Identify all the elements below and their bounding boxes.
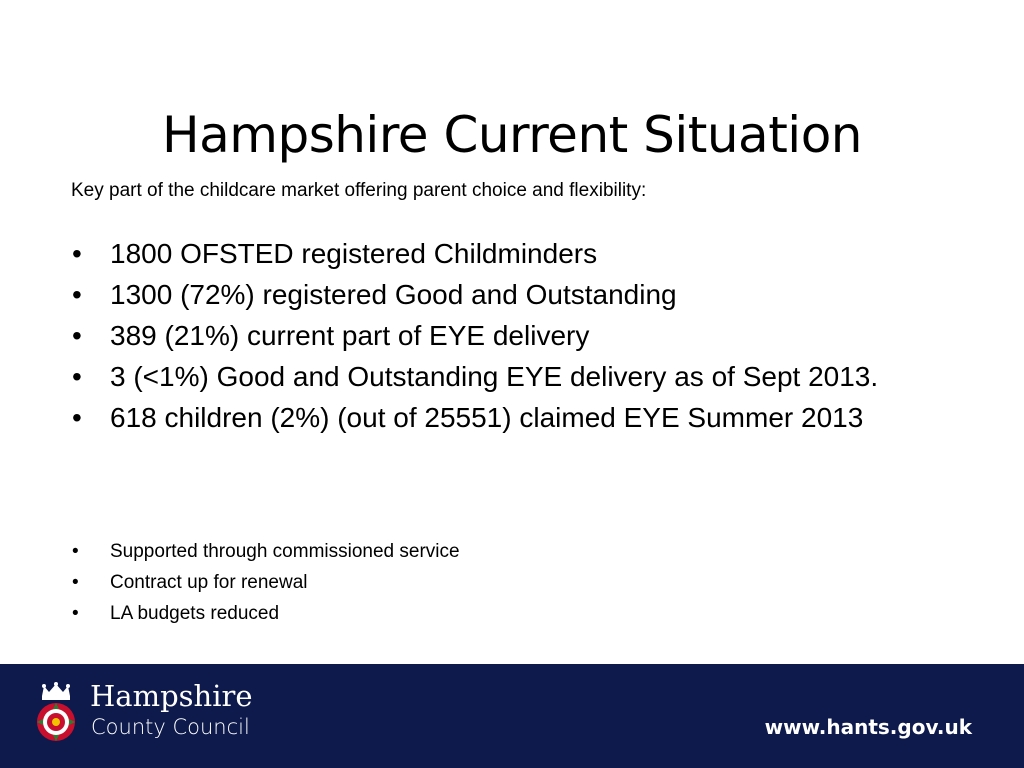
list-item [72,403,912,432]
list-item [72,362,912,391]
list-item [72,280,912,309]
intro-text: Key part of the childcare market offering parent choice and flexibility: [71,180,647,201]
list-item-text: Contract up for renewal [110,572,308,593]
list-item [72,571,772,594]
list-item-text: 3 (<1%) Good and Outstanding EYE delivery as of Sept 2013. [110,361,879,392]
list-item-text: 1800 OFSTED registered Childminders [110,238,598,269]
list-item [72,540,772,563]
website-url: www.hants.gov.uk [764,715,972,739]
bullet-icon: • [72,279,82,310]
list-item [72,239,912,268]
org-subtitle: County Council [91,715,250,739]
bullet-icon: • [72,361,82,392]
list-item-text: LA budgets reduced [110,603,280,624]
list-item [72,321,912,350]
secondary-bullet-list [72,540,772,633]
list-item-text: 389 (21%) current part of EYE delivery [110,320,590,351]
list-item-text: Supported through commissioned service [110,541,460,562]
bullet-icon: • [72,320,82,351]
hampshire-crest-icon [34,682,78,748]
list-item [72,602,772,625]
list-item-text: 1300 (72%) registered Good and Outstanding [110,279,677,310]
bullet-icon: • [72,402,82,433]
org-name: Hampshire [90,679,253,713]
list-item-text: 618 children (2%) (out of 25551) claimed EYE Summer 2013 [110,402,864,433]
bullet-icon: • [72,572,79,593]
footer-bar [0,664,1024,768]
bullet-icon: • [72,603,79,624]
bullet-icon: • [72,238,82,269]
slide-title: Hampshire Current Situation [162,106,862,164]
bullet-icon: • [72,541,79,562]
main-bullet-list [72,239,912,444]
